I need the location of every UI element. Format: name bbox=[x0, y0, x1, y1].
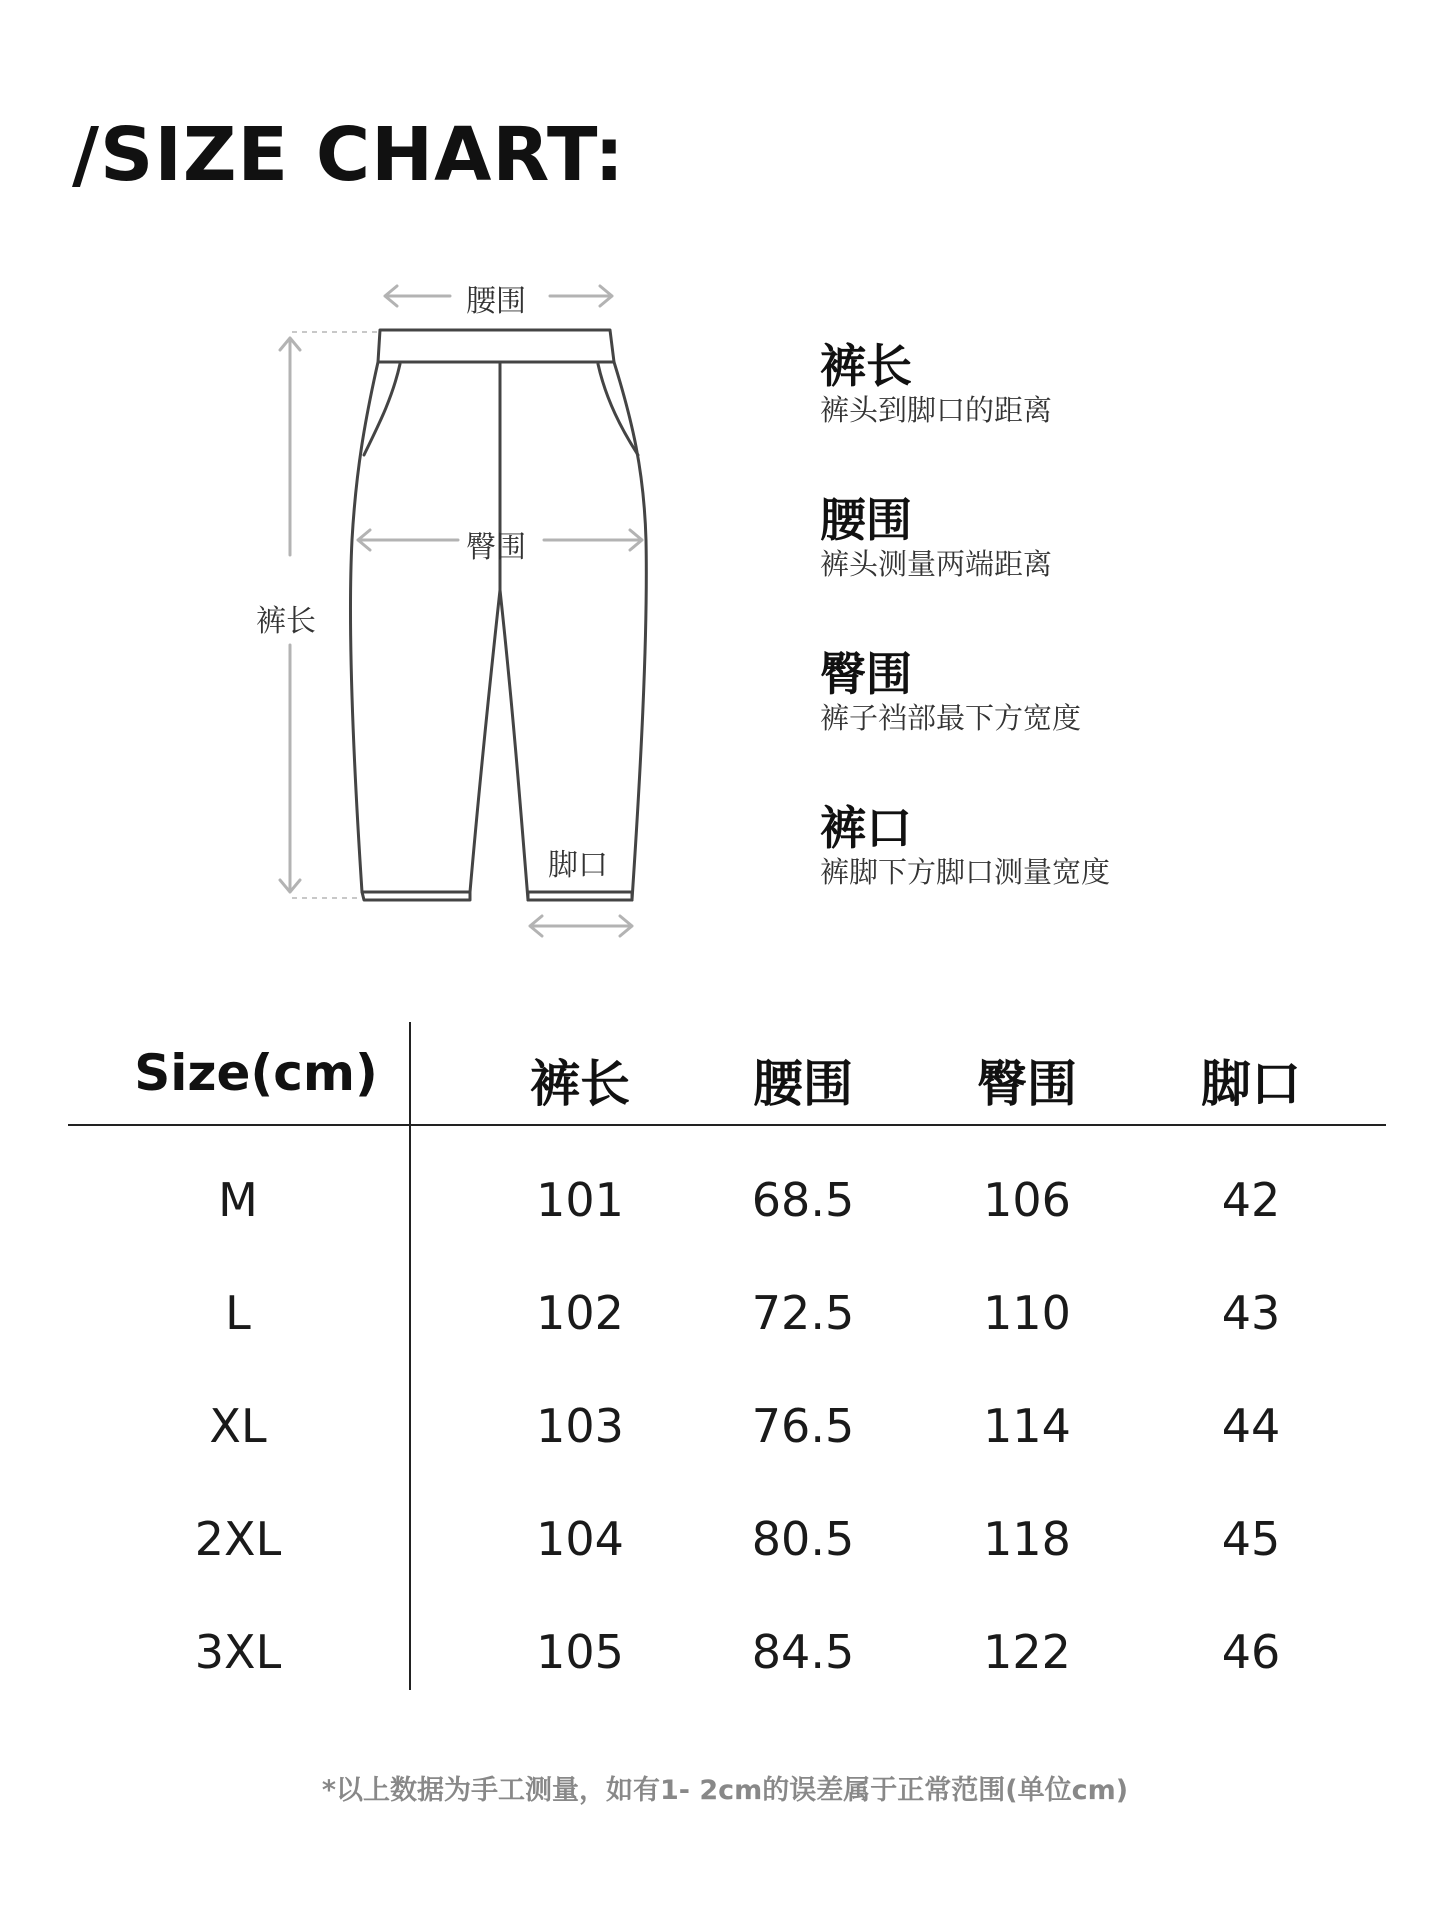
pants-outline bbox=[350, 362, 646, 900]
cell-size: 3XL bbox=[194, 1625, 282, 1679]
cell-length: 101 bbox=[536, 1173, 624, 1227]
cell-leg-opening: 43 bbox=[1221, 1286, 1281, 1340]
cell-waist: 80.5 bbox=[751, 1512, 855, 1566]
pants-cuff-left bbox=[362, 892, 470, 900]
cell-waist: 76.5 bbox=[751, 1399, 855, 1453]
legend-length bbox=[820, 340, 1052, 428]
cell-length: 103 bbox=[536, 1399, 624, 1453]
legend-desc: 裤脚下方脚口测量宽度 bbox=[820, 855, 1111, 889]
cell-size: L bbox=[225, 1286, 251, 1340]
legend-leg-opening bbox=[820, 802, 1110, 890]
cell-hip: 106 bbox=[983, 1173, 1071, 1227]
hip-label: 臀围 bbox=[466, 530, 526, 565]
legend-heading: 裤长 bbox=[820, 339, 912, 393]
cell-hip: 110 bbox=[983, 1286, 1071, 1340]
cell-length: 105 bbox=[536, 1625, 624, 1679]
page-title: /SIZE CHART: bbox=[72, 112, 626, 198]
leg-opening-arrow bbox=[530, 916, 632, 936]
length-label: 裤长 bbox=[256, 604, 316, 639]
legend-heading: 腰围 bbox=[820, 493, 912, 547]
legend-heading: 臀围 bbox=[820, 647, 912, 701]
cell-waist: 84.5 bbox=[751, 1625, 855, 1679]
cell-leg-opening: 46 bbox=[1221, 1625, 1281, 1679]
header-waist: 腰围 bbox=[753, 1055, 853, 1113]
cell-hip: 122 bbox=[983, 1625, 1071, 1679]
cell-hip: 118 bbox=[983, 1512, 1071, 1566]
footnote: *以上数据为手工测量，如有1- 2cm的误差属于正常范围(单位cm) bbox=[321, 1775, 1129, 1806]
table-divider-vertical bbox=[409, 1022, 411, 1690]
legend-desc: 裤头到脚口的距离 bbox=[820, 393, 1053, 427]
cell-leg-opening: 42 bbox=[1221, 1173, 1281, 1227]
header-size: Size(cm) bbox=[134, 1044, 378, 1102]
cell-length: 104 bbox=[536, 1512, 624, 1566]
cell-size: M bbox=[218, 1173, 258, 1227]
pants-cuff-right bbox=[528, 892, 632, 900]
cell-hip: 114 bbox=[983, 1399, 1071, 1453]
pants-waistband bbox=[378, 330, 614, 362]
leg-opening-label: 脚口 bbox=[548, 848, 608, 883]
cell-size: XL bbox=[209, 1399, 267, 1453]
cell-waist: 72.5 bbox=[751, 1286, 855, 1340]
table-divider-horizontal bbox=[68, 1124, 1386, 1126]
legend-desc: 裤头测量两端距离 bbox=[820, 547, 1053, 581]
cell-leg-opening: 44 bbox=[1221, 1399, 1281, 1453]
legend-waist bbox=[820, 494, 1052, 582]
header-hip: 臀围 bbox=[977, 1055, 1077, 1113]
legend-heading: 裤口 bbox=[820, 801, 912, 855]
cell-length: 102 bbox=[536, 1286, 624, 1340]
legend-desc: 裤子裆部最下方宽度 bbox=[820, 701, 1082, 735]
header-leg-opening: 脚口 bbox=[1201, 1055, 1301, 1113]
cell-waist: 68.5 bbox=[751, 1173, 855, 1227]
cell-size: 2XL bbox=[194, 1512, 282, 1566]
waist-label: 腰围 bbox=[466, 284, 526, 319]
legend-hip bbox=[820, 648, 1081, 736]
cell-leg-opening: 45 bbox=[1221, 1512, 1281, 1566]
header-length: 裤长 bbox=[530, 1055, 630, 1113]
